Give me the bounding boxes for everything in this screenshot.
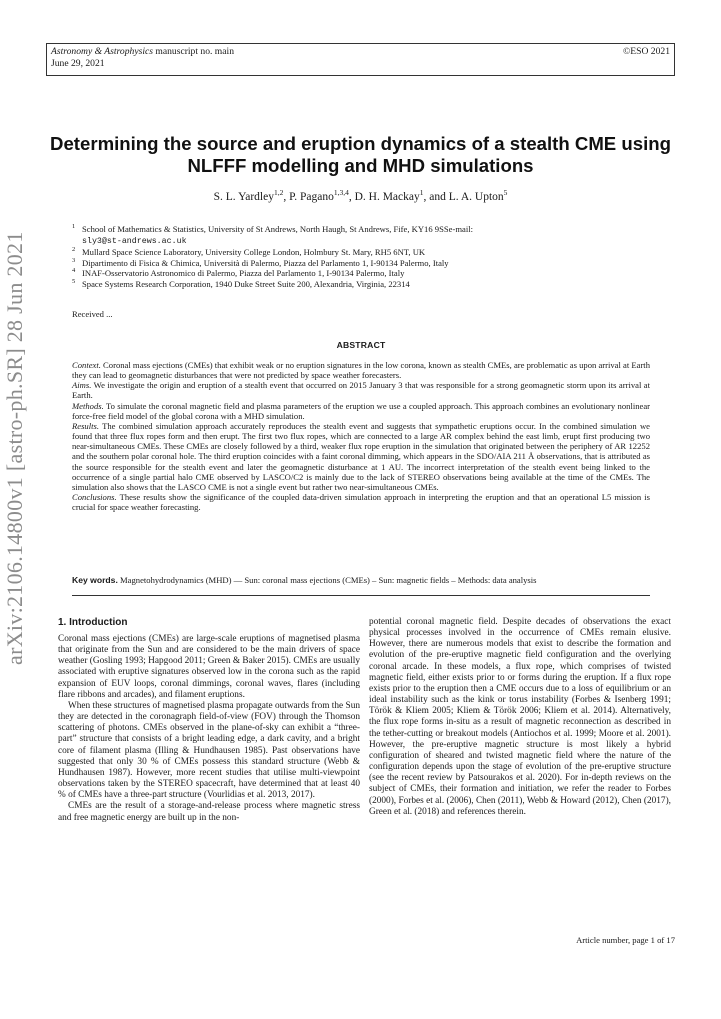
author-name: L. A. Upton (448, 190, 504, 203)
abstract-text: These results show the significance of the coupled data-driven simulation approach in interpreting the eruption and that an operational L5 mission is crucial for space weather forecasting. (72, 492, 650, 513)
paragraph: Coronal mass ejections (CMEs) are large-scale eruptions of magnetised plasma that originate from the Sun and are considered to be the main drivers of space weather (Gosling 1993; Hapgood 2011; Green & Baker 2015). CMEs are usually associated with eruptive signatures observed low in the corona such as the rapid expansion of EUV loops, coronal dimmings, coronal waves, flares (including flare ribbons and arcades), and filament eruptions. (58, 634, 360, 700)
author-email[interactable]: sly3@st-andrews.ac.uk (82, 236, 187, 246)
manuscript-date: June 29, 2021 (51, 58, 105, 69)
affiliation-item (72, 268, 650, 279)
copyright: ©ESO 2021 (623, 46, 670, 57)
affiliation-item (72, 279, 650, 290)
column-right (369, 617, 671, 818)
author-name: P. Pagano (289, 190, 334, 203)
affiliation-text: School of Mathematics & Statistics, University of St Andrews, North Haugh, St Andrews, Fife, KY16 9SSe-mail: (82, 224, 473, 234)
received-date: Received ... (72, 309, 113, 319)
abstract-methods (72, 401, 650, 421)
abstract-label: Context. (72, 360, 101, 370)
abstract-label: Methods. (72, 400, 104, 411)
paragraph: CMEs are the result of a storage-and-release process where magnetic stress and free magnetic energy are built up in the non- (58, 801, 360, 823)
author-affiliation: 1,2 (273, 188, 284, 197)
affiliation-number: 4 (72, 267, 76, 275)
abstract-label: Aims. (72, 380, 92, 391)
author-name: S. L. Yardley (213, 190, 274, 203)
paper-title: Determining the source and eruption dynamics of a stealth CME using NLFFF modelling and MHD simulations (50, 133, 671, 176)
manuscript-header (46, 43, 675, 76)
author-name: D. H. Mackay (354, 190, 420, 203)
author-affiliation: 5 (503, 188, 508, 197)
affiliation-number: 1 (72, 223, 76, 230)
abstract-label: Results. (72, 420, 99, 431)
paragraph: When these structures of magnetised plasma propagate outwards from the Sun they are detected in the coronagraph field-of-view (FOV) through the Thomson scattering of photons. CMEs observed in the plane-of-sky can exhibit a “three-part” structure that consists of a bright leading edge, a dark cavity, and a bright core of filament plasma (Illing & Hundhausen 1985). Past observations have suggested that only 30 % of CMEs possess this standard structure (Webb & Hundhausen 1987). However, more recent studies that utilise multi-viewpoint observations taken by the STEREO spacecraft, have determined that at least 40 % of CMEs have a three-part structure (Vourlidias et al. 2013, 2017). (58, 700, 360, 801)
abstract-results (72, 421, 650, 492)
abstract-text: We investigate the origin and eruption of a stealth event that occurred on 2015 January 3 that was responsible for a strong geomagnetic storm upon its arrival at Earth. (72, 380, 651, 401)
page-footer: Article number, page 1 of 17 (576, 935, 675, 945)
manuscript-label: manuscript no. main (155, 46, 234, 57)
arxiv-identifier[interactable]: arXiv:2106.14800v1 [astro-ph.SR] 28 Jun 2021 (2, 231, 27, 665)
affiliation-item (72, 224, 650, 247)
affiliation-text: Dipartimento di Fisica & Chimica, Università di Palermo, Piazza del Parlamento 1, I-90134 Palermo, Italy (82, 257, 449, 268)
abstract-text: Coronal mass ejections (CMEs) that exhibit weak or no eruption signatures in the low corona, known as stealth CMEs, are problematic as upon arrival at Earth they can lead to geomagnetic disturbances that were not predicted by space weather forecasters. (72, 360, 650, 381)
abstract-body (72, 360, 650, 512)
affiliation-number: 5 (72, 277, 76, 285)
affiliation-text: INAF-Osservatorio Astronomico di Palermo, Piazza del Parlamento 1, I-90134 Palermo, Italy (82, 268, 405, 279)
affiliation-number: 2 (72, 246, 76, 254)
affiliation-item (72, 247, 650, 258)
abstract-conclusions (72, 492, 650, 512)
author-list: S. L. Yardley$^{1,2}$, P. Pagano$^{1,3,4}$, D. H. Mackay$^1$, and L. A. Upton$^5$ (213, 188, 508, 203)
affiliations (72, 224, 650, 290)
section-heading: 1. Introduction (58, 617, 128, 628)
keywords (72, 575, 650, 585)
column-left (58, 617, 360, 824)
abstract-aims (72, 380, 650, 400)
author-affiliation: 1,3,4 (333, 188, 349, 197)
header-left (51, 46, 234, 70)
affiliation-text: Space Systems Research Corporation, 1940 Duke Street Suite 200, Alexandria, Virginia, 22314 (82, 278, 410, 289)
abstract-divider (72, 595, 650, 596)
abstract-label: Conclusions. (72, 492, 117, 503)
keywords-text: Magnetohydrodynamics (MHD) — Sun: coronal mass ejections (CMEs) – Sun: magnetic fields – Methods: data analysis (120, 575, 537, 585)
paragraph: potential coronal magnetic field. Despite decades of observations the exact physical processes involved in the occurrence of CMEs remain elusive. However, there are numerous models that exist to describe the formation and evolution of the pre-eruptive magnetic field configuration and the overlying coronal arcade. In these models, a flux rope, which comprises of twisted magnetic field, either exists prior to or forms during the eruption. If a flux rope exists prior to the eruption then a CME occurs due to a loss of equilibrium or an ideal instability such as the kink or torus instability (Forbes & Isenberg 1991; Török & Kliem 2005; Kliem & Török 2006; Kliem et al. 2014). Alternatively, the flux rope forms in-situ as a result of magnetic reconnection as described in the tether-cutting or breakout models (Antiochos et al. 1999; Moore et al. 2001). However, the pre-eruptive magnetic structure is most likely a hybrid configuration of sheared and twisted magnetic field where the nature of the configuration depends upon the stage of evolution of the pre-eruptive structure (see the recent review by Patsourakos et al. 2020). For in-depth reviews on the subject of CMEs, their formation and initiation, we refer the reader to Forbes (2000), Forbes et al. (2006), Chen (2011), Webb & Howard (2012), Chen (2017), Green et al. (2018) and references therein. (369, 617, 671, 817)
abstract-text: The combined simulation approach accurately reproduces the stealth event and suggests that sympathetic eruptions occur. In the combined simulation we found that three flux ropes form and then erupt. The first two flux ropes, which are connected to a large AR complex behind the east limb, erupt first producing two near-simultaneous CMEs. These CMEs are closely followed by a third, weaker flux rope eruption in the simulation that originated between the periphery of AR 12252 and the southern polar coronal hole. The third eruption coincides with a faint coronal dimming, which appears in the SDO/AIA 211 Å observations, that is attributed as the source responsible for the stealth event and later the geomagnetic disturbance at 1 AU. The incorrect interpretation of the stealth event being linked to the occurrence of a single partial halo CME observed by LASCO/C2 is mainly due to the lack of STEREO observations being available at the time of the CMEs. The simulation also shows that the LASCO CME is not a single event but rather two near-simultaneous CMEs. (72, 420, 650, 492)
affiliation-item (72, 258, 650, 269)
keywords-label: Key words. (72, 575, 118, 585)
abstract-text: To simulate the coronal magnetic field and plasma parameters of the eruption we use a coupled approach. This approach combines an evolutionary nonlinear force-free field model of the global corona with a MHD simulation. (72, 400, 651, 421)
abstract-heading: ABSTRACT (336, 340, 386, 350)
affiliation-number: 3 (72, 256, 76, 264)
journal-name: Astronomy & Astrophysics (51, 46, 153, 57)
abstract-context (72, 360, 650, 380)
author-affiliation: 1 (419, 188, 424, 197)
affiliation-text: Mullard Space Science Laboratory, University College London, Holmbury St. Mary, RH5 6NT, UK (82, 247, 426, 258)
